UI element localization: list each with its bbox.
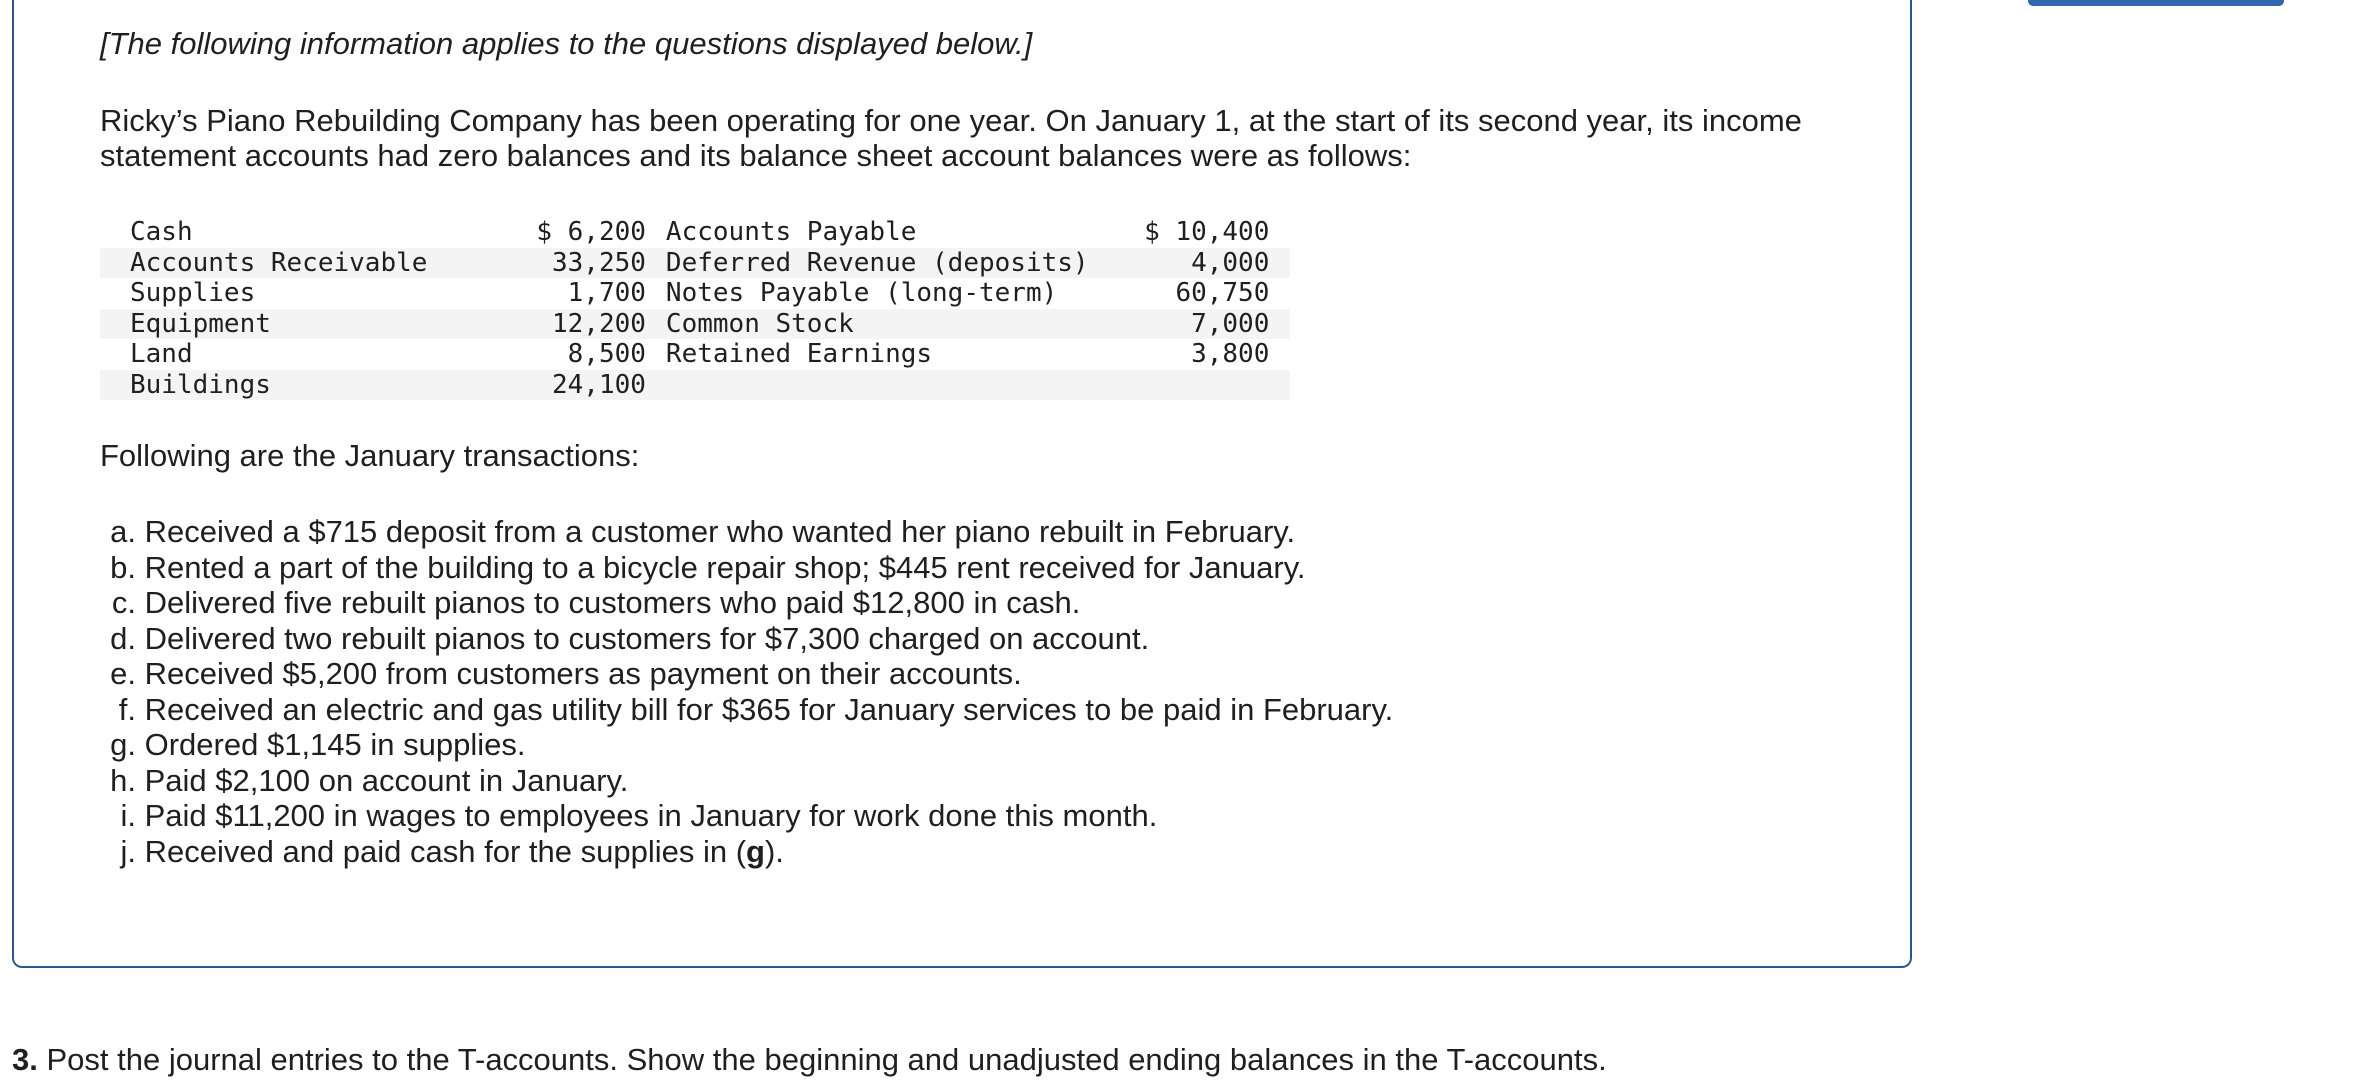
balance-row — [100, 370, 1290, 401]
transaction-letter: e. — [110, 656, 136, 691]
right-account-name — [646, 370, 1140, 401]
transaction-text: Ordered $1,145 in supplies. — [144, 727, 526, 762]
left-account-amount: 12,200 — [552, 308, 646, 339]
transaction-text-wrap — [136, 727, 525, 763]
row-padding — [1269, 339, 1290, 370]
transaction-text: Received a $715 deposit from a customer who wanted her piano rebuilt in February. — [144, 514, 1296, 549]
transaction-letter: a. — [110, 514, 136, 549]
left-account-name: Land — [130, 339, 193, 369]
transaction-letter: h. — [110, 762, 136, 798]
left-account-amount: 33,250 — [552, 247, 646, 278]
transaction-item — [100, 656, 1393, 692]
balance-row — [100, 278, 1290, 309]
transaction-item — [100, 763, 1393, 799]
transaction-text-wrap — [136, 514, 1295, 550]
transaction-item — [100, 621, 1393, 657]
transaction-letter: b. — [110, 549, 136, 585]
transaction-text: Paid $2,100 on account in January. — [144, 762, 629, 798]
left-account-amount: 24,100 — [552, 369, 646, 400]
transaction-text: Delivered two rebuilt pianos to customers for $7,300 charged on account. — [144, 620, 1150, 656]
right-account-name: Retained Earnings — [665, 339, 933, 369]
question-prompt — [12, 1042, 1607, 1078]
info-panel — [12, 0, 1912, 968]
left-account-amount: 8,500 — [567, 339, 646, 369]
right-account-amount: 3,800 — [1191, 339, 1270, 369]
transaction-text: Received $5,200 from customers as payment on their accounts. — [144, 656, 1022, 691]
transaction-text: Delivered five rebuilt pianos to customers who paid $12,800 in cash. — [144, 585, 1081, 620]
transaction-suffix: ). — [764, 833, 784, 869]
transaction-letter: c. — [111, 585, 136, 620]
row-padding — [1269, 309, 1290, 340]
intro-text: [The following information applies to the questions displayed below.] — [100, 26, 1033, 61]
right-account-amount: 60,750 — [1175, 278, 1270, 308]
transaction-text-wrap — [136, 585, 1080, 621]
transaction-text: Received an electric and gas utility bill for $365 for January services to be paid in February. — [144, 691, 1394, 727]
transaction-letter: d. — [110, 620, 136, 656]
left-account-name: Buildings — [130, 369, 271, 400]
balance-table — [100, 217, 1290, 400]
balance-row — [100, 217, 1290, 248]
transaction-text: Received and paid cash for the supplies in ( — [144, 833, 747, 869]
transaction-list — [100, 514, 1393, 869]
left-account-name: Accounts Receivable — [130, 247, 428, 278]
row-padding — [1269, 278, 1290, 309]
transaction-item — [100, 514, 1393, 550]
top-action-button[interactable] — [2028, 0, 2284, 6]
transaction-item — [100, 834, 1393, 870]
transaction-letter: j. — [120, 833, 136, 869]
transaction-item — [100, 692, 1393, 728]
balance-row — [100, 248, 1290, 279]
transaction-text-wrap — [136, 834, 784, 870]
transaction-reference: g — [746, 833, 765, 869]
right-account-name: Common Stock — [665, 308, 854, 339]
left-account-amount: 1,700 — [567, 278, 646, 308]
transaction-letter: g. — [110, 727, 136, 762]
transaction-text-wrap — [136, 621, 1149, 657]
transaction-text-wrap — [136, 798, 1157, 834]
row-padding — [1269, 248, 1290, 279]
transactions-heading: Following are the January transactions: — [100, 438, 640, 473]
transaction-text-wrap — [136, 763, 628, 799]
transaction-text: Paid $11,200 in wages to employees in January for work done this month. — [144, 798, 1158, 833]
right-account-amount — [1140, 370, 1269, 401]
transaction-item — [100, 585, 1393, 621]
transaction-text-wrap — [136, 692, 1393, 728]
right-account-amount: 7,000 — [1191, 308, 1270, 339]
right-account-amount: $ 10,400 — [1144, 217, 1270, 247]
row-padding — [1269, 217, 1290, 248]
row-padding — [1269, 370, 1290, 401]
left-account-amount: $ 6,200 — [536, 217, 646, 247]
right-account-name: Notes Payable (long-term) — [665, 278, 1058, 308]
right-account-name: Accounts Payable — [665, 217, 917, 247]
right-account-name: Deferred Revenue (deposits) — [665, 247, 1089, 278]
balance-row — [100, 309, 1290, 340]
transaction-item — [100, 727, 1393, 763]
company-description: Ricky’s Piano Rebuilding Company has been operating for one year. On January 1, at the start of its second year, its income statement accounts had zero balances and its balance sheet account balances were as follows: — [100, 103, 1802, 173]
left-account-name: Cash — [130, 217, 193, 247]
transaction-text-wrap — [136, 550, 1306, 586]
transaction-letter: i. — [120, 798, 136, 833]
balance-row — [100, 339, 1290, 370]
transaction-item — [100, 798, 1393, 834]
transaction-text: Rented a part of the building to a bicycle repair shop; $445 rent received for January. — [144, 549, 1306, 585]
question-number: 3. — [12, 1042, 38, 1077]
question-text: Post the journal entries to the T-accounts. Show the beginning and unadjusted ending balances in the T-accounts. — [37, 1042, 1607, 1077]
transaction-text-wrap — [136, 656, 1022, 692]
left-account-name: Supplies — [130, 278, 256, 308]
left-account-name: Equipment — [130, 308, 271, 339]
right-account-amount: 4,000 — [1191, 247, 1270, 278]
transaction-item — [100, 550, 1393, 586]
transaction-letter: f. — [118, 691, 136, 727]
